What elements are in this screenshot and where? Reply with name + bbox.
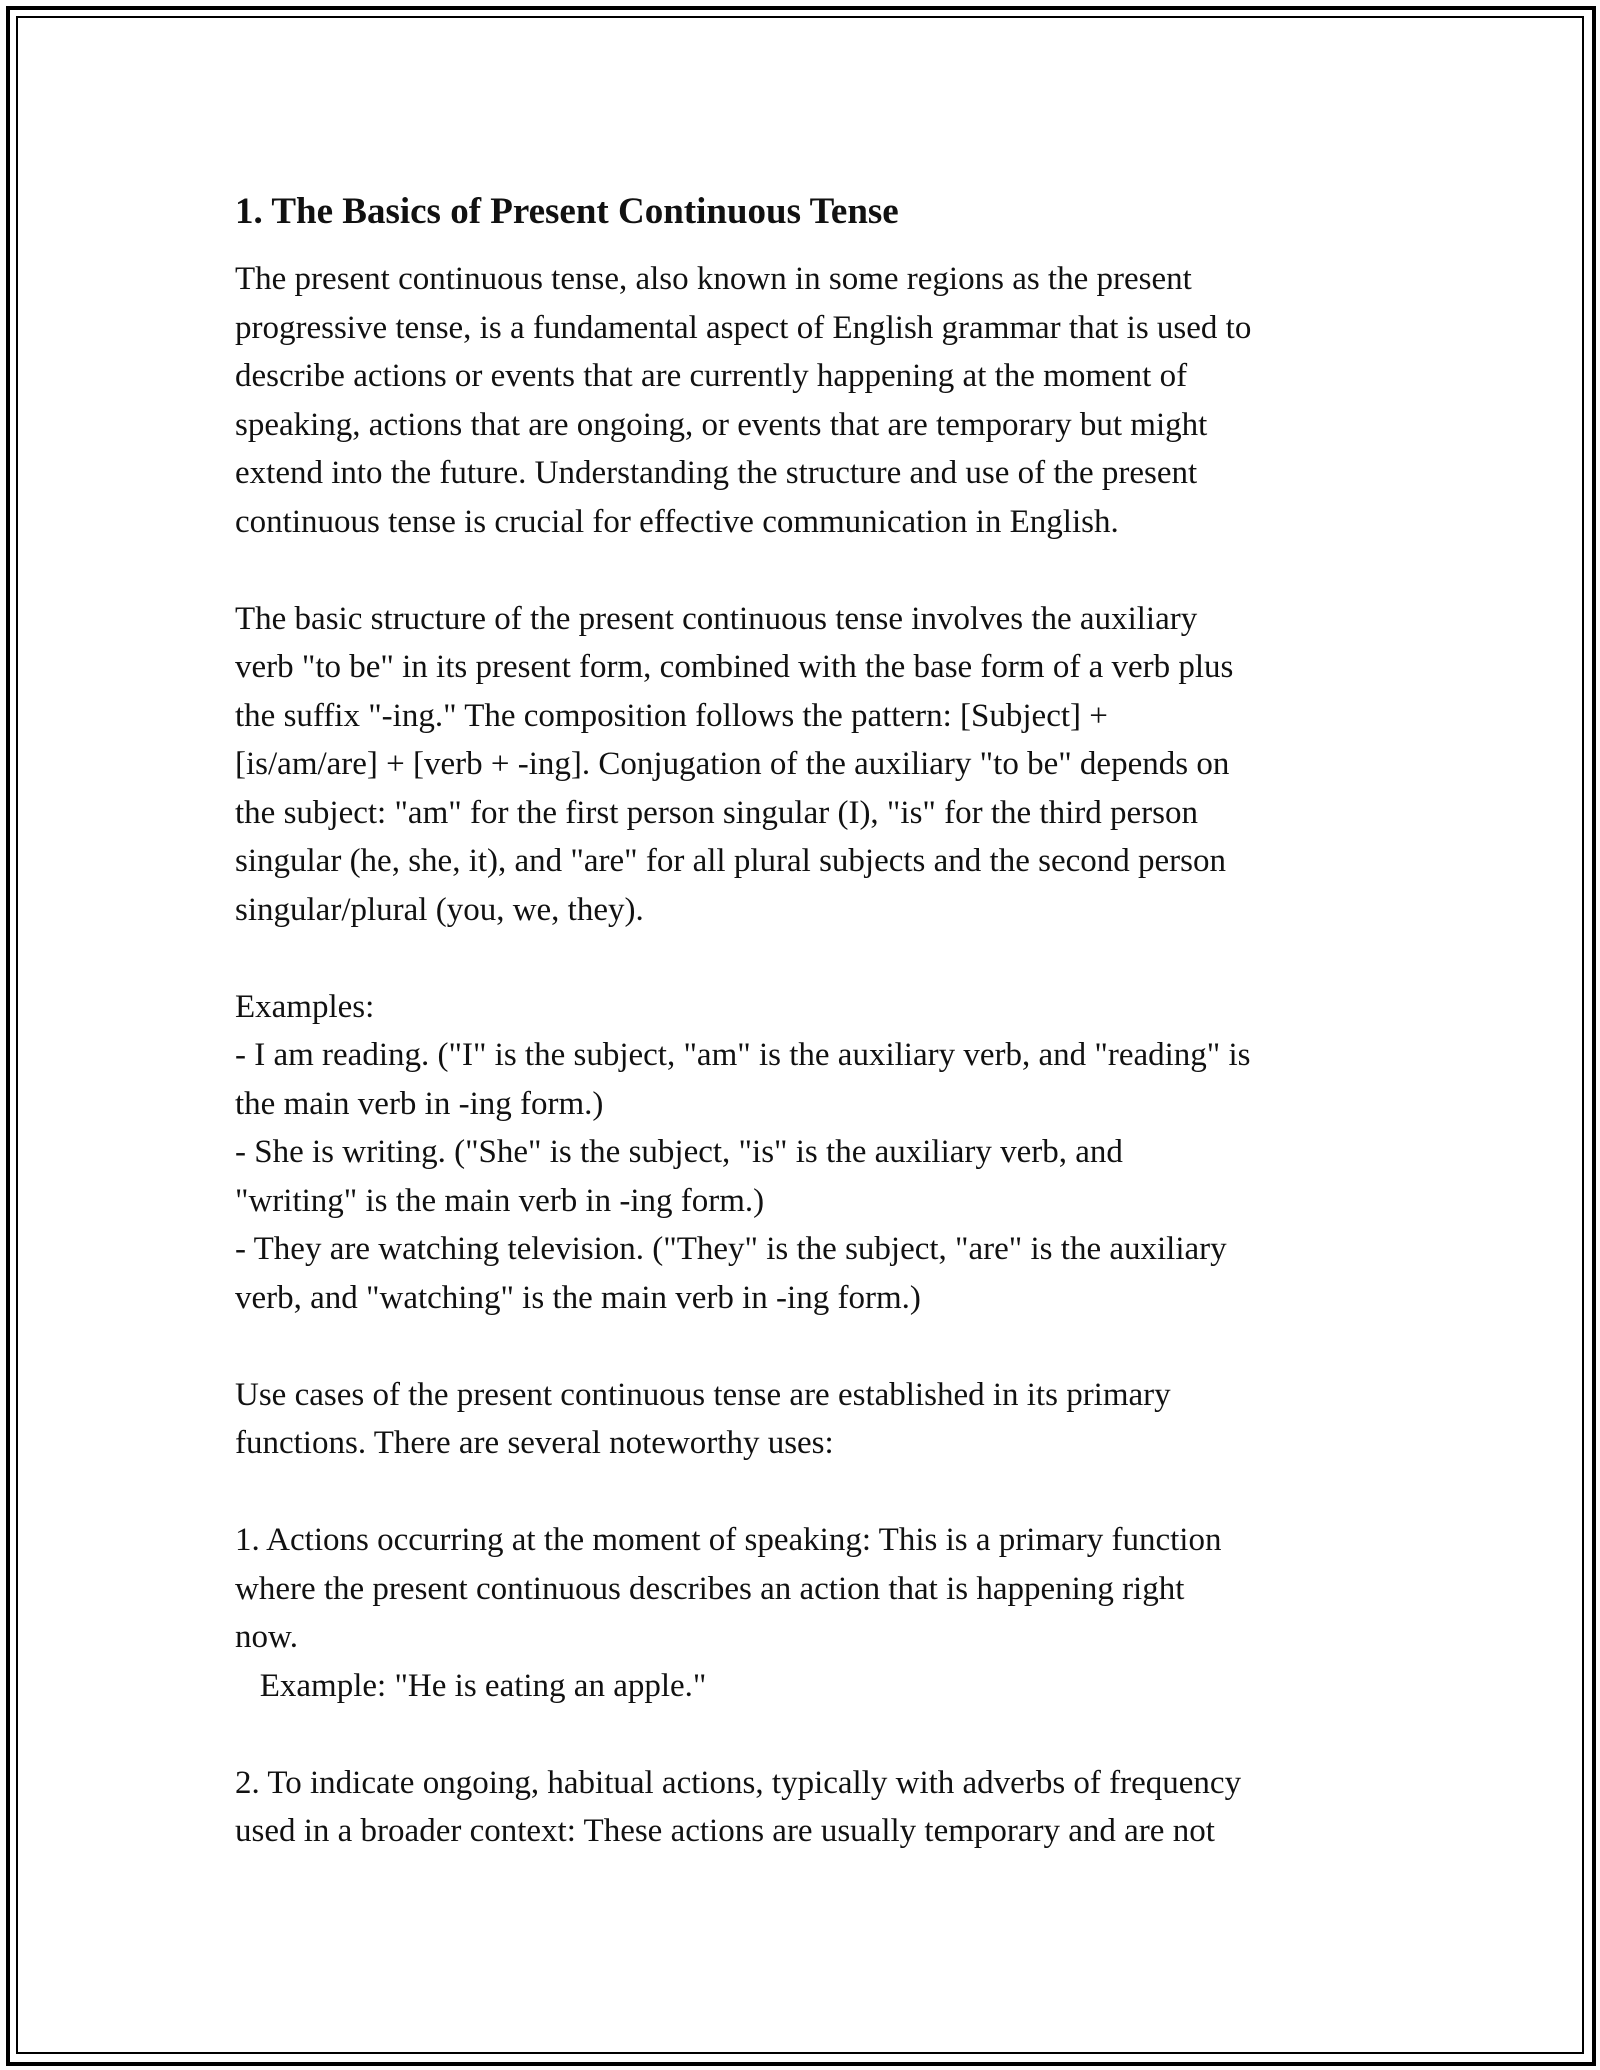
blank-line	[235, 934, 1375, 983]
text-line: The present continuous tense, also known in some regions as the present	[235, 261, 1192, 297]
text-line: - They are watching television. ("They" is the subject, "are" is the auxiliary	[235, 1231, 1227, 1267]
text-line: [is/am/are] + [verb + -ing]. Conjugation of the auxiliary "to be" depends on	[235, 746, 1230, 782]
body-text	[235, 255, 1375, 1856]
text-line: Use cases of the present continuous tense are established in its primary	[235, 1376, 1171, 1413]
blank-line	[235, 546, 1375, 595]
text-line: describe actions or events that are currently happening at the moment of	[235, 358, 1188, 394]
text-line: the suffix "-ing." The composition follows the pattern: [Subject] +	[235, 697, 1108, 734]
text-line: Example: "He is eating an apple."	[235, 1667, 707, 1704]
text-line: where the present continuous describes an action that is happening right	[235, 1570, 1185, 1607]
text-line: speaking, actions that are ongoing, or events that are temporary but might	[235, 406, 1208, 443]
text-line: The basic structure of the present continuous tense involves the auxiliary	[235, 600, 1198, 637]
section-heading: 1. The Basics of Present Continuous Tense	[235, 191, 899, 232]
text-line: "writing" is the main verb in -ing form.)	[235, 1182, 765, 1219]
text-line: verb "to be" in its present form, combined with the base form of a verb plus	[235, 649, 1234, 685]
text-line: verb, and "watching" is the main verb in -ing form.)	[235, 1279, 921, 1316]
text-line: now.	[235, 1619, 298, 1655]
text-line: the main verb in -ing form.)	[235, 1085, 604, 1122]
blank-line	[235, 1322, 1375, 1371]
text-line: the subject: "am" for the first person singular (I), "is" for the third person	[235, 794, 1198, 831]
blank-line	[235, 1710, 1375, 1759]
text-line: continuous tense is crucial for effective communication in English.	[235, 503, 1119, 540]
text-line: singular (he, she, it), and "are" for all plural subjects and the second person	[235, 843, 1226, 879]
text-line: 1. Actions occurring at the moment of speaking: This is a primary function	[235, 1522, 1222, 1558]
text-line: functions. There are several noteworthy uses:	[235, 1425, 834, 1461]
text-line: Examples:	[235, 988, 375, 1025]
text-line: - She is writing. ("She" is the subject, "is" is the auxiliary verb, and	[235, 1134, 1123, 1170]
text-line: extend into the future. Understanding the structure and use of the present	[235, 455, 1198, 491]
text-line: used in a broader context: These actions are usually temporary and are not	[235, 1813, 1215, 1849]
blank-line	[235, 1468, 1375, 1517]
text-line: progressive tense, is a fundamental aspect of English grammar that is used to	[235, 309, 1252, 346]
document-content	[235, 176, 1375, 1856]
text-line: singular/plural (you, we, they).	[235, 891, 644, 928]
text-line: - I am reading. ("I" is the subject, "am" is the auxiliary verb, and "reading" is	[235, 1037, 1251, 1073]
text-line: 2. To indicate ongoing, habitual actions, typically with adverbs of frequency	[235, 1764, 1242, 1801]
